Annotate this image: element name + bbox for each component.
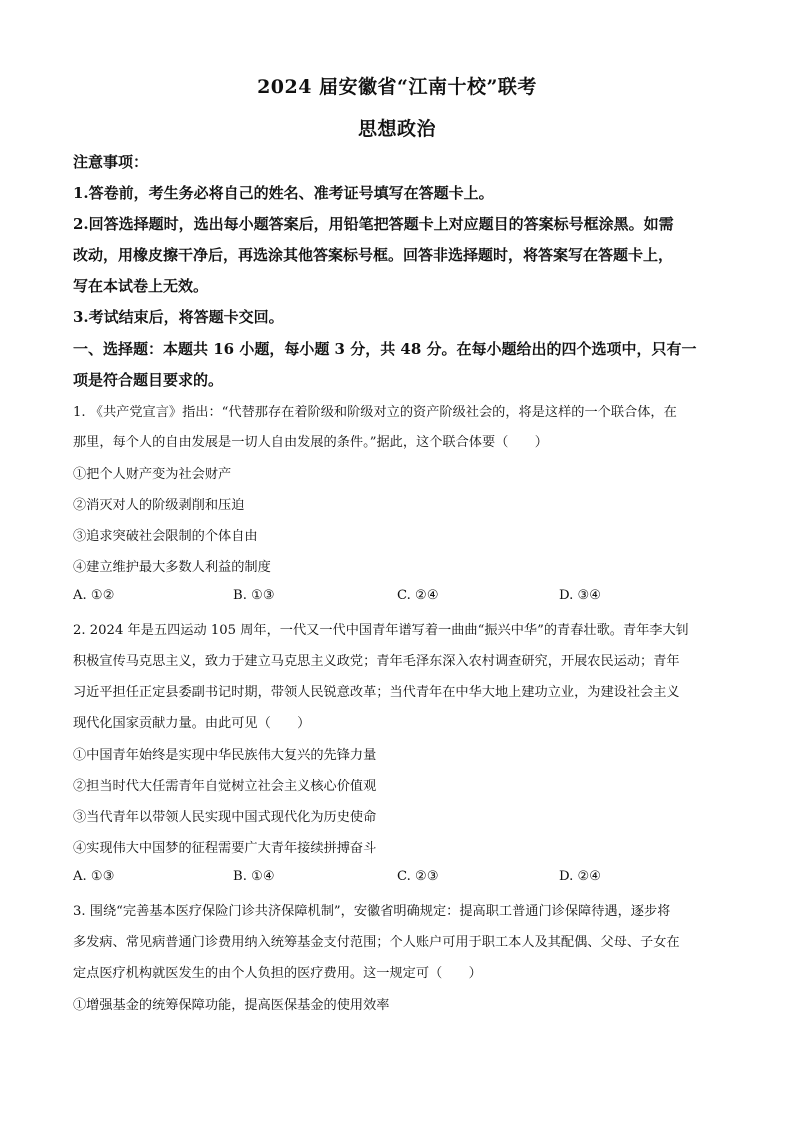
question-1-statement-3: ③追求突破社会限制的个体自由	[73, 529, 258, 544]
note-item-2-line-3: 写在本试卷上无效。	[73, 277, 209, 295]
question-2-stem-line-2: 积极宣传马克思主义，致力于建立马克思主义政党；青年毛泽东深入农村调查研究，开展农民运动；青年	[73, 654, 680, 669]
note-item-3: 3.考试结束后，将答题卡交回。	[73, 308, 284, 326]
question-1-stem-line-1: 1. 《共产党宣言》指出：“代替那存在着阶级和阶级对立的资产阶级社会的，将是这样的一个联合体，在	[73, 405, 677, 420]
question-1-option-b: B. ①③	[233, 588, 275, 603]
question-2-option-d: D. ②④	[559, 869, 602, 884]
section-heading-line-1: 一、选择题：本题共 16 小题，每小题 3 分，共 48 分。在每小题给出的四个选项中，只有一	[73, 340, 697, 358]
question-2-option-c: C. ②③	[397, 869, 439, 884]
question-1-statement-2: ②消灭对人的阶级剥削和压迫	[73, 498, 245, 513]
question-3-statement-1: ①增强基金的统筹保障功能，提高医保基金的使用效率	[73, 998, 390, 1013]
question-1-option-a: A. ①②	[73, 588, 115, 603]
question-3-stem-line-1: 3. 围绕“完善基本医疗保险门诊共济保障机制”，安徽省明确规定：提高职工普通门诊保障待遇，逐步将	[73, 904, 671, 919]
question-2-stem-line-1: 2. 2024 年是五四运动 105 周年，一代又一代中国青年谱写着一曲曲“振兴中华”的青春壮歌。青年李大钊	[73, 623, 689, 638]
section-heading-line-2: 项是符合题目要求的。	[73, 371, 224, 389]
question-1-stem-line-2: 那里，每个人的自由发展是一切人自由发展的条件。”据此，这个联合体要（ ）	[73, 435, 548, 450]
note-item-2-line-1: 2.回答选择题时，选出每小题答案后，用铅笔把答题卡上对应题目的答案标号框涂黑。如需	[73, 215, 674, 233]
question-1-statement-4: ④建立维护最大多数人利益的制度	[73, 560, 271, 575]
exam-title: 2024 届安徽省“江南十校”联考	[257, 76, 537, 98]
question-1-option-d: D. ③④	[559, 588, 602, 603]
question-2-stem-line-3: 习近平担任正定县委副书记时期，带领人民锐意改革；当代青年在中华大地上建功立业，为建设社会主义	[73, 685, 680, 700]
question-2-statement-3: ③当代青年以带领人民实现中国式现代化为历史使命	[73, 810, 377, 825]
note-item-1: 1.答卷前，考生务必将自己的姓名、准考证号填写在答题卡上。	[73, 184, 494, 202]
question-1-option-c: C. ②④	[397, 588, 439, 603]
question-2-stem-line-4: 现代化国家贡献力量。由此可见（ ）	[73, 716, 311, 731]
question-3-stem-line-3: 定点医疗机构就医发生的由个人负担的医疗费用。这一规定可（ ）	[73, 966, 482, 981]
exam-subject: 思想政治	[357, 118, 436, 140]
notes-heading: 注意事项：	[73, 153, 149, 171]
question-2-statement-4: ④实现伟大中国梦的征程需要广大青年接续拼搏奋斗	[73, 841, 377, 856]
question-2-option-b: B. ①④	[233, 869, 275, 884]
question-3-stem-line-2: 多发病、常见病普通门诊费用纳入统筹基金支付范围；个人账户可用于职工本人及其配偶、父母、子女在	[73, 935, 680, 950]
question-1-statement-1: ①把个人财产变为社会财产	[73, 467, 232, 482]
question-1-options	[73, 588, 723, 608]
note-item-2-line-2: 改动，用橡皮擦干净后，再选涂其他答案标号框。回答非选择题时，将答案写在答题卡上，	[73, 246, 674, 264]
question-2-statement-1: ①中国青年始终是实现中华民族伟大复兴的先锋力量	[73, 748, 377, 763]
question-2-statement-2: ②担当时代大任需青年自觉树立社会主义核心价值观	[73, 779, 377, 794]
question-2-option-a: A. ①③	[73, 869, 115, 884]
question-2-options	[73, 869, 723, 889]
